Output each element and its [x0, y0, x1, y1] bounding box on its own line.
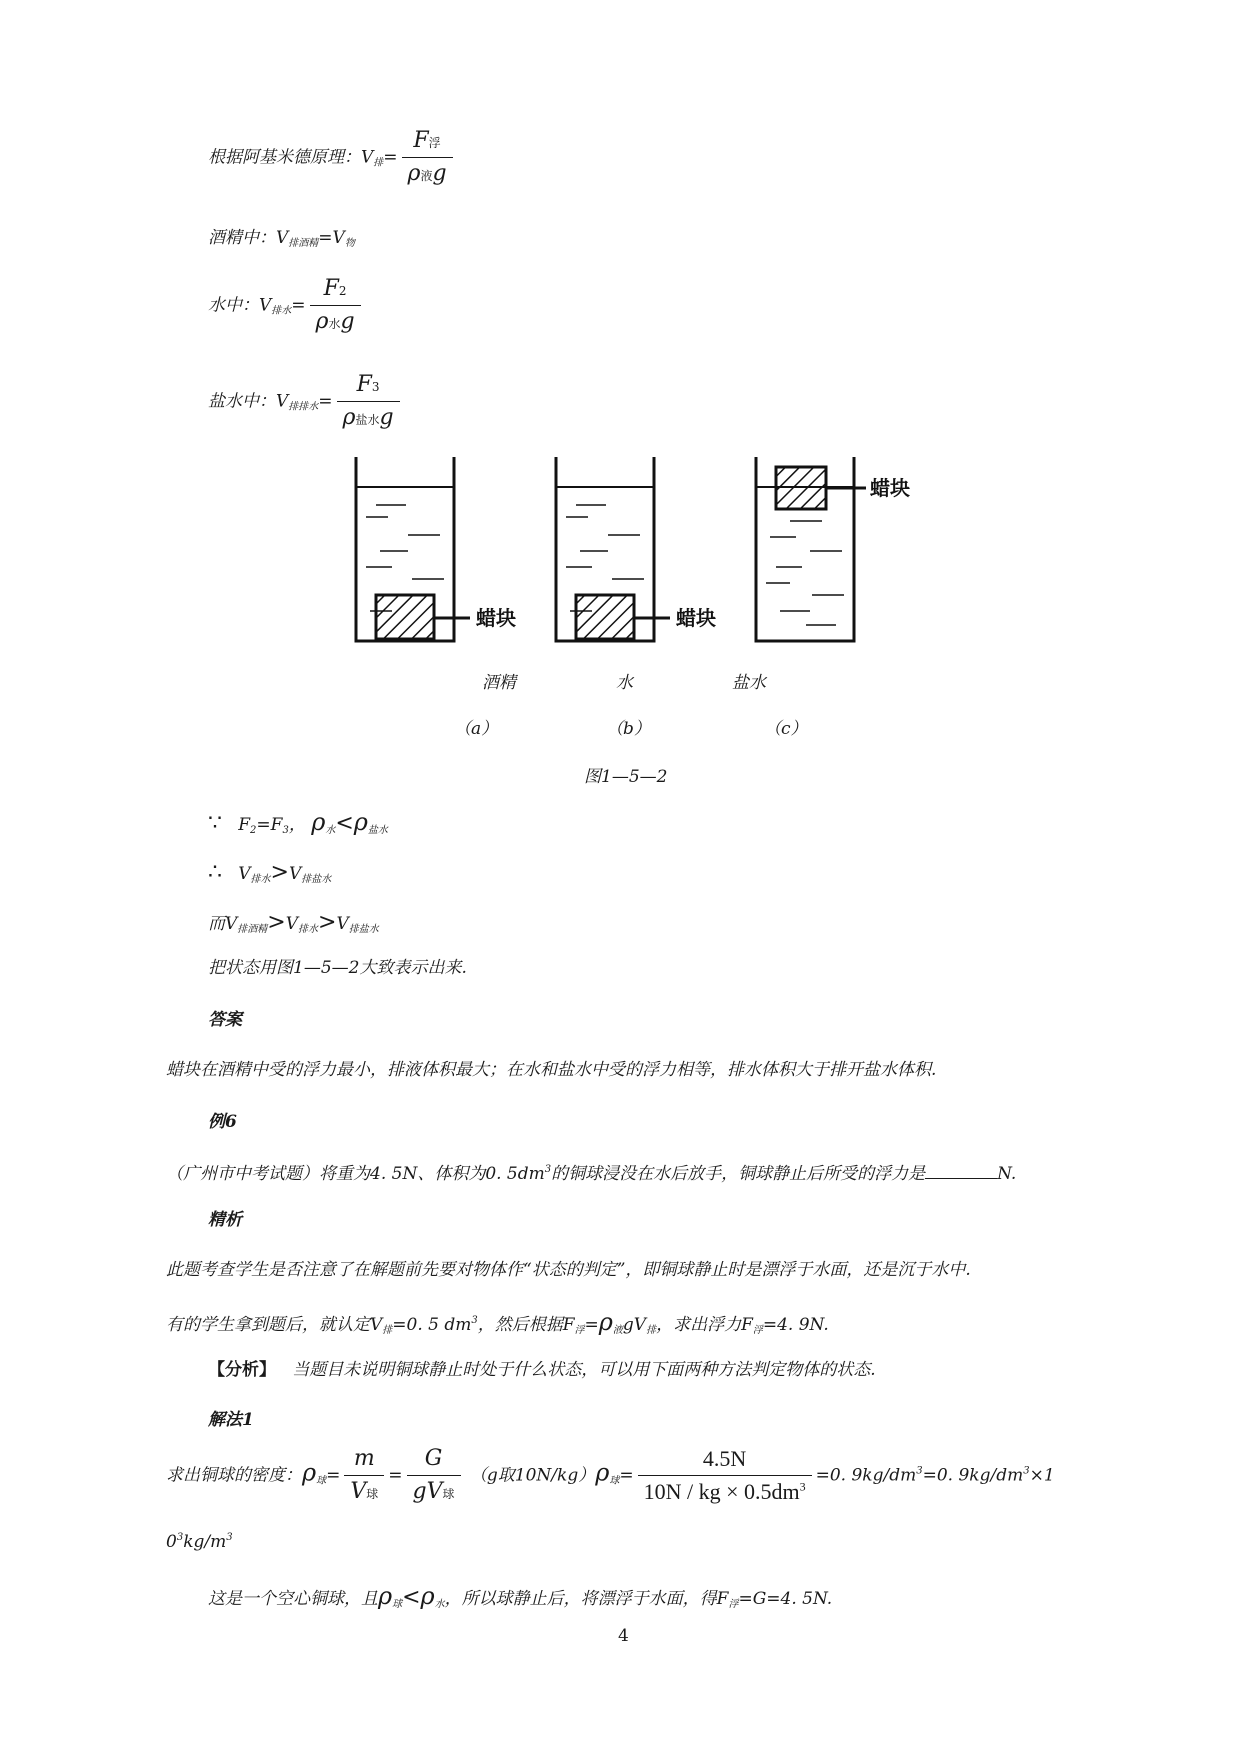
- brine-formula: [208, 372, 404, 432]
- equals-sign: =: [388, 1465, 403, 1486]
- rho-symbol: ρ: [311, 808, 326, 836]
- greater-than-sign: >: [270, 860, 289, 885]
- text: =4. 9N.: [762, 1315, 829, 1335]
- fraction: [310, 276, 361, 336]
- text: 0: [166, 1532, 177, 1552]
- analysis-heading: 精析: [208, 1210, 242, 1230]
- subscript: 浮: [574, 1325, 585, 1336]
- equals-sign: =: [291, 295, 306, 316]
- volume-symbol: V: [332, 228, 345, 248]
- superscript: 3: [471, 1315, 478, 1326]
- superscript: 3: [226, 1532, 233, 1543]
- fraction: [337, 372, 400, 432]
- wax-block: [776, 467, 826, 509]
- equals-sign: =: [619, 1465, 634, 1486]
- force-symbol: F: [270, 815, 283, 835]
- fraction-g-over-gv: [407, 1446, 461, 1506]
- rho-symbol: ρ: [315, 309, 329, 335]
- therefore-symbol: ∴: [208, 860, 222, 885]
- numerator: m: [353, 1446, 375, 1471]
- beaker-water: [556, 457, 716, 641]
- volume-symbol: V: [276, 391, 289, 412]
- wax-block: [376, 595, 434, 639]
- answer-heading: 答案: [208, 1010, 242, 1030]
- denominator-symbol: gV: [412, 1479, 443, 1505]
- equals-sign: =: [584, 1315, 599, 1335]
- result: ×1: [1029, 1465, 1055, 1486]
- superscript: 3: [1023, 1465, 1030, 1477]
- volume-subscript: 排水: [298, 924, 318, 935]
- force-subscript: 2: [250, 825, 257, 836]
- volume-subscript: 排排水: [288, 401, 319, 413]
- liquid-label-alcohol: 酒精: [482, 673, 516, 693]
- density-continuation: [166, 1532, 233, 1552]
- force-subscript: 浮: [428, 136, 441, 150]
- water-label: 水中：: [208, 295, 259, 316]
- beaker-brine: [756, 457, 910, 641]
- denominator: [638, 1475, 812, 1505]
- superscript: 3: [799, 1480, 806, 1495]
- unit: N.: [997, 1164, 1017, 1184]
- volume-symbol: V: [288, 864, 302, 884]
- force-symbol: F: [238, 815, 251, 835]
- rho-subscript: 盐水: [355, 413, 380, 428]
- rho-subscript: 盐水: [367, 825, 388, 836]
- volume-subscript: 排盐水: [301, 874, 332, 885]
- example-heading: 例6: [208, 1112, 237, 1132]
- rho-subscript: 球: [609, 1475, 620, 1487]
- volume-subscript: 排酒精: [237, 924, 268, 935]
- because-symbol: ∵: [208, 811, 222, 836]
- text: gV: [622, 1315, 647, 1335]
- text: ，然后根据F: [477, 1315, 575, 1335]
- force-symbol: F: [413, 128, 429, 153]
- draw-instruction: 把状态用图1—5—2大致表示出来.: [208, 958, 467, 978]
- rho-subscript: 液: [420, 169, 433, 184]
- equals-sign: =: [318, 391, 333, 412]
- text: 这是一个空心铜球，且: [208, 1589, 378, 1609]
- denominator: [337, 401, 400, 431]
- comma: ，: [288, 815, 306, 835]
- superscript: 3: [176, 1532, 184, 1543]
- text: =0. 5 dm: [392, 1315, 472, 1335]
- rho-symbol: ρ: [378, 1582, 393, 1610]
- rho-symbol: ρ: [302, 1458, 317, 1487]
- subscript: 浮: [728, 1599, 739, 1610]
- text: =G=4. 5N.: [738, 1589, 833, 1609]
- text: ，所以球静止后，将漂浮于水面，得F: [444, 1589, 729, 1609]
- wax-block: [576, 595, 634, 639]
- archimedes-formula: [208, 128, 457, 188]
- rho-subscript: 液: [612, 1325, 623, 1336]
- example-question: [166, 1162, 1016, 1184]
- g-symbol: g: [432, 161, 447, 187]
- figure-caption: 图1—5—2: [584, 767, 668, 787]
- result: =0. 9kg/dm: [922, 1465, 1024, 1486]
- volume-symbol: V: [259, 295, 272, 316]
- force-symbol: F: [356, 372, 372, 397]
- volume-symbol: V: [238, 864, 251, 884]
- brine-label: 盐水中：: [208, 391, 276, 412]
- force-subscript: 3: [371, 380, 380, 394]
- less-than-sign: <: [335, 811, 354, 836]
- force-symbol: F: [323, 276, 339, 301]
- fraction-m-over-v: [344, 1446, 384, 1506]
- water-formula: [208, 276, 365, 336]
- liquid-lines: [766, 521, 844, 625]
- rho-symbol: ρ: [598, 1308, 613, 1336]
- student-mistake: [166, 1308, 829, 1337]
- beaker-figure: [340, 455, 940, 655]
- and-prefix: 而: [208, 914, 225, 934]
- numerator: [351, 372, 386, 401]
- fenxi-label: 【分析】: [208, 1360, 276, 1380]
- volume-symbol: V: [225, 914, 238, 934]
- analysis-text: 此题考查学生是否注意了在解题前先要对物体作“状态的判定”，即铜球静止时是漂浮于水面，还是沉于水中.: [166, 1260, 971, 1280]
- less-than-sign: <: [402, 1585, 421, 1610]
- answer-text: 蜡块在酒精中受的浮力最小，排液体积最大；在水和盐水中受的浮力相等，排水体积大于排开盐水体积.: [166, 1060, 937, 1080]
- volume-subscript: 排酒精: [288, 238, 319, 249]
- density-label: 求出铜球的密度：: [166, 1465, 302, 1486]
- fenxi-text: 当题目未说明铜球静止时处于什么状态，可以用下面两种方法判定物体的状态.: [292, 1360, 876, 1380]
- force-subscript: 2: [338, 284, 347, 298]
- unit: kg/m: [183, 1532, 227, 1552]
- alcohol-label: 酒精中：: [208, 228, 276, 248]
- greater-than-sign: >: [267, 910, 286, 935]
- subscript: 浮: [752, 1325, 763, 1336]
- numerator: [407, 128, 446, 157]
- text: 有的学生拿到题后，就认定V: [166, 1315, 383, 1335]
- rho-symbol: ρ: [407, 161, 421, 187]
- superscript: 3: [916, 1465, 923, 1477]
- subscript: 排: [382, 1325, 393, 1336]
- g-symbol: g: [379, 405, 394, 431]
- wax-label: 蜡块: [870, 476, 910, 500]
- rho-subscript: 水: [434, 1599, 445, 1610]
- volume-subscript: 排水: [271, 305, 292, 317]
- wax-label: 蜡块: [476, 606, 516, 630]
- denominator-symbol: V: [350, 1479, 367, 1505]
- volume-subscript: 排水: [250, 874, 271, 885]
- denominator: [407, 1475, 461, 1505]
- liquid-label-water: 水: [616, 673, 633, 693]
- equals-sign: =: [256, 815, 271, 835]
- denominator: [310, 305, 361, 335]
- rho-subscript: 球: [316, 1475, 327, 1487]
- superscript: 3: [544, 1164, 552, 1175]
- denominator-subscript: 球: [366, 1487, 379, 1502]
- volume-symbol: V: [361, 147, 374, 168]
- g-symbol: g: [340, 309, 355, 335]
- rho-subscript: 水: [325, 825, 336, 836]
- beaker-alcohol: [356, 457, 516, 641]
- liquid-label-brine: 盐水: [732, 673, 766, 693]
- rho-subscript: 水: [328, 317, 341, 332]
- page-number: 4: [618, 1626, 629, 1646]
- numerator: G: [424, 1446, 443, 1471]
- rho-symbol: ρ: [420, 1582, 435, 1610]
- part-label-a: （a）: [454, 719, 499, 739]
- subscript: 排: [646, 1325, 657, 1336]
- text: ，求出浮力F: [656, 1315, 753, 1335]
- result: =0. 9kg/dm: [815, 1465, 917, 1486]
- rho-symbol: ρ: [595, 1458, 610, 1487]
- volume-subscript: 排盐水: [348, 924, 379, 935]
- formula-label: 根据阿基米德原理：: [208, 147, 361, 168]
- volume-comparison-line: [208, 910, 379, 936]
- part-label-c: （c）: [764, 719, 808, 739]
- rho-subscript: 球: [392, 1599, 403, 1610]
- denominator-subscript: 球: [442, 1487, 455, 1502]
- because-line: [208, 808, 388, 837]
- numerator: 4.5N: [702, 1446, 747, 1471]
- g-note: （g取10N/kg）: [469, 1465, 596, 1486]
- fenxi-line: [208, 1360, 876, 1380]
- fraction-numeric: [638, 1446, 812, 1506]
- alcohol-line: [208, 228, 355, 250]
- volume-symbol: V: [285, 914, 298, 934]
- therefore-line: [208, 860, 331, 886]
- denominator-value: 10N / kg × 0.5dm: [643, 1479, 800, 1505]
- volume-symbol: V: [276, 228, 289, 248]
- rho-symbol: ρ: [353, 808, 368, 836]
- rho-symbol: ρ: [342, 405, 356, 431]
- equals-sign: =: [326, 1465, 341, 1486]
- force-subscript: 3: [282, 825, 289, 836]
- question-text: 的铜球浸没在水后放手，铜球静止后所受的浮力是: [551, 1164, 926, 1184]
- part-label-b: （b）: [606, 719, 651, 739]
- density-calculation: [166, 1446, 1055, 1506]
- denominator: [344, 1475, 384, 1505]
- denominator: [402, 157, 453, 187]
- wax-label: 蜡块: [676, 606, 716, 630]
- greater-than-sign: >: [318, 910, 337, 935]
- volume-symbol: V: [336, 914, 349, 934]
- fraction: [402, 128, 453, 188]
- equals-sign: =: [318, 228, 333, 248]
- volume-subscript: 排: [373, 157, 384, 169]
- question-text: （广州市中考试题）将重为4. 5N、体积为0. 5dm: [166, 1164, 545, 1184]
- method-heading: 解法1: [208, 1410, 254, 1430]
- equals-sign: =: [383, 147, 398, 168]
- conclusion-line: [208, 1582, 832, 1611]
- volume-subscript: 物: [344, 238, 355, 249]
- answer-blank: [925, 1162, 997, 1179]
- numerator: [318, 276, 353, 305]
